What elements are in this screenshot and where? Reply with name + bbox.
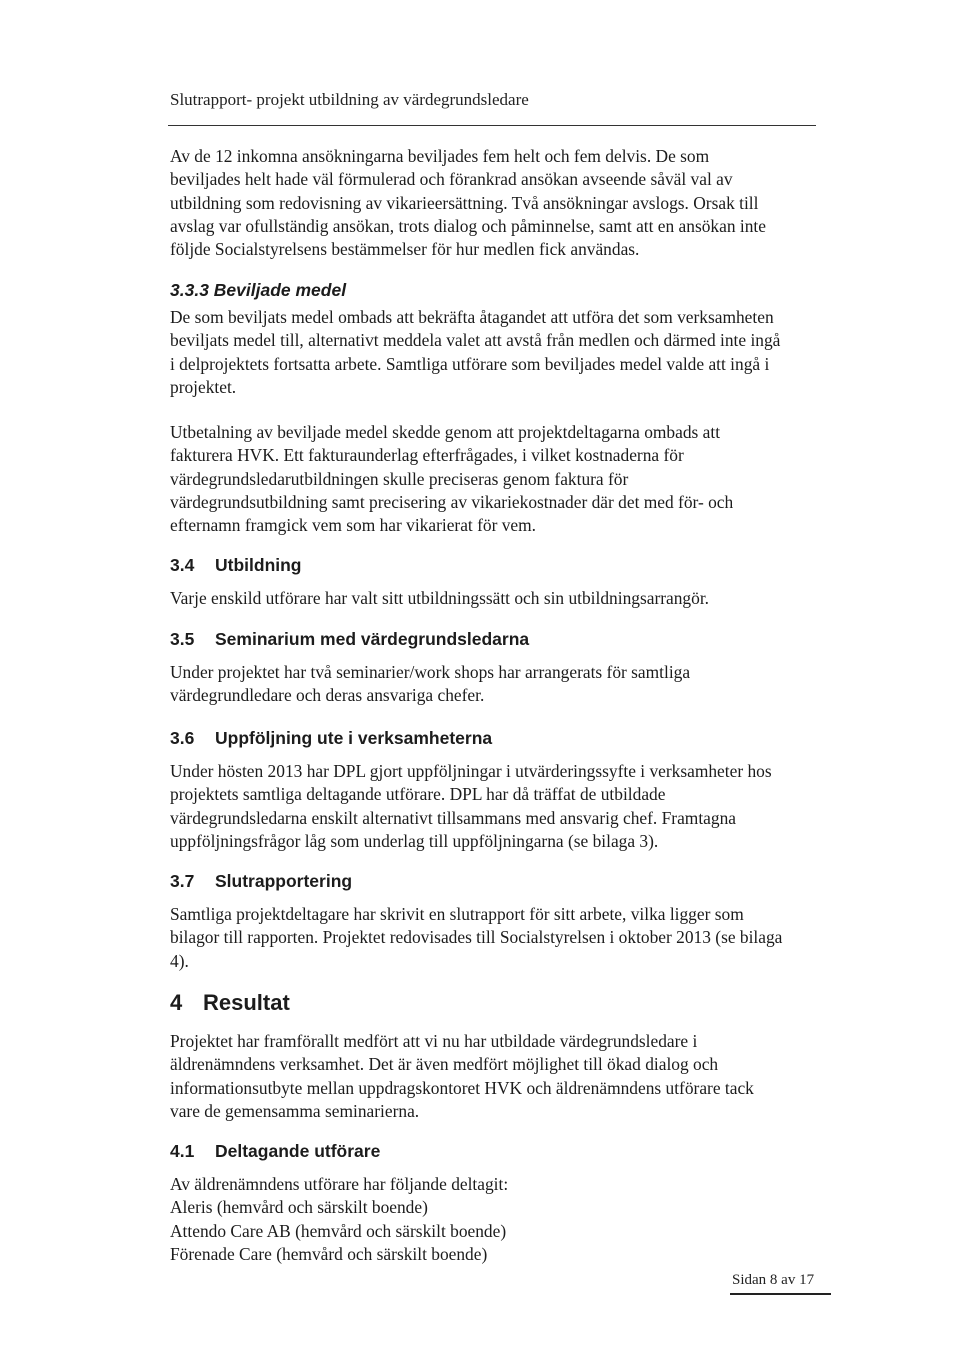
text-line: Projektet har framförallt medfört att vi nu har utbildade värdegrundsledare i xyxy=(170,1031,698,1051)
s34-paragraph xyxy=(170,587,840,610)
text-line: värdegrundsutbildning samt precisering av vikariekostnader där det med för- och xyxy=(170,491,734,512)
section-heading-3-3-3: 3.3.3 Beviljade medel xyxy=(170,280,347,300)
text-line: avslag var ofullständig ansökan, trots dialog och påminnelse, samt att en ansökan inte xyxy=(170,215,766,236)
text-line: värdegrundsledarna enskilt alternativt tillsammans med ansvarig chef. Framtagna xyxy=(170,807,736,828)
section-number: 3.7 xyxy=(170,871,195,891)
list-item: Attendo Care AB (hemvård och särskilt boende) xyxy=(170,1220,507,1241)
s37-paragraph xyxy=(170,903,840,973)
section-number: 3.4 xyxy=(170,555,195,575)
page-number: Sidan 8 av 17 xyxy=(732,1272,815,1288)
section-title: Deltagande utförare xyxy=(215,1141,381,1161)
section-heading-3-5 xyxy=(170,629,529,650)
section-heading-3-4 xyxy=(170,555,302,576)
text-line: beviljats medel till, alternativt meddela valet att avstå från medlen och därmed inte ingå xyxy=(170,330,781,351)
list-item: Aleris (hemvård och särskilt boende) xyxy=(170,1197,428,1218)
section-number: 3.6 xyxy=(170,728,195,748)
text-line: projektet. xyxy=(170,376,237,397)
page-header-title: Slutrapport- projekt utbildning av värdegrundsledare xyxy=(170,90,529,109)
section-heading-3-6 xyxy=(170,728,492,749)
section-title: Uppföljning ute i verksamheterna xyxy=(215,728,493,748)
text-line: 4). xyxy=(170,950,189,971)
s35-paragraph xyxy=(170,661,840,708)
text-line: Utbetalning av beviljade medel skedde genom att projektdeltagarna ombads att xyxy=(170,422,721,442)
text-line: Under projektet har två seminarier/work shops har arrangerats för samtliga xyxy=(170,662,691,682)
list-item: Förenade Care (hemvård och särskilt boende) xyxy=(170,1243,488,1264)
section-title: Resultat xyxy=(203,990,290,1015)
text-line: informationsutbyte mellan uppdragskontoret HVK och äldrenämndens utförare tack xyxy=(170,1077,754,1098)
text-line: beviljades helt hade väl förmulerad och förankrad ansökan avseende såväl val av xyxy=(170,169,733,190)
s333-paragraph-1 xyxy=(170,306,840,399)
section-number: 4.1 xyxy=(170,1141,195,1161)
s4-paragraph xyxy=(170,1030,840,1123)
section-title: Utbildning xyxy=(215,555,302,575)
text-line: äldrenämndens verksamhet. Det är även medfört möjlighet till ökad dialog och xyxy=(170,1054,719,1075)
text-line: fakturera HVK. Ett fakturaunderlag efterfrågades, i vilket kostnaderna för xyxy=(170,445,684,466)
section-title: Slutrapportering xyxy=(215,871,353,891)
text-line: uppföljningsfrågor låg som underlag till uppföljningarna (se bilaga 3). xyxy=(170,830,659,851)
text-line: värdegrundsledarutbildningen skulle preciseras genom faktura för xyxy=(170,468,629,489)
text-line: Av äldrenämndens utförare har följande deltagit: xyxy=(170,1174,509,1194)
header-divider xyxy=(168,125,816,126)
text-line: vare de gemensamma seminarierna. xyxy=(170,1100,420,1121)
section-heading-4 xyxy=(170,990,290,1016)
text-line: följde Socialstyrelsens bestämmelser för hur medlen fick användas. xyxy=(170,239,640,260)
text-line: värdegrundledare och deras ansvariga chefer. xyxy=(170,685,485,706)
section-number: 4 xyxy=(170,990,183,1015)
text-line: De som beviljats medel ombads att bekräfta åtagandet att utföra det som verksamheten xyxy=(170,307,774,327)
section-heading-4-1 xyxy=(170,1141,380,1162)
text-line: i delprojektets fortsatta arbete. Samtliga utförare som beviljades medel valde att ingå i xyxy=(170,353,770,374)
text-line: projektets samtliga deltagande utförare. DPL har då träffat de utbildade xyxy=(170,784,666,805)
footer-underline xyxy=(730,1293,831,1295)
s41-paragraph xyxy=(170,1173,840,1266)
text-line: Varje enskild utförare har valt sitt utbildningssätt och sin utbildningsarrangör. xyxy=(170,588,710,608)
text-line: utbildning som redovisning av vikarieersättning. Två ansökningar avslogs. Orsak till xyxy=(170,192,759,213)
s36-paragraph xyxy=(170,760,840,853)
text-line: Av de 12 inkomna ansökningarna beviljades fem helt och fem delvis. De som xyxy=(170,146,710,166)
intro-paragraph xyxy=(170,145,840,261)
section-number: 3.5 xyxy=(170,629,195,649)
s333-paragraph-2 xyxy=(170,421,840,537)
text-line: Under hösten 2013 har DPL gjort uppföljningar i utvärderingssyfte i verksamheter hos xyxy=(170,761,772,781)
text-line: bilagor till rapporten. Projektet redovisades till Socialstyrelsen i oktober 2013 (se bilaga xyxy=(170,927,783,948)
section-heading-3-7 xyxy=(170,871,352,892)
text-line: Samtliga projektdeltagare har skrivit en slutrapport för sitt arbete, vilka ligger som xyxy=(170,904,744,924)
section-title: Seminarium med värdegrundsledarna xyxy=(215,629,530,649)
text-line: efternamn framgick vem som har vikarierat för vem. xyxy=(170,515,537,536)
